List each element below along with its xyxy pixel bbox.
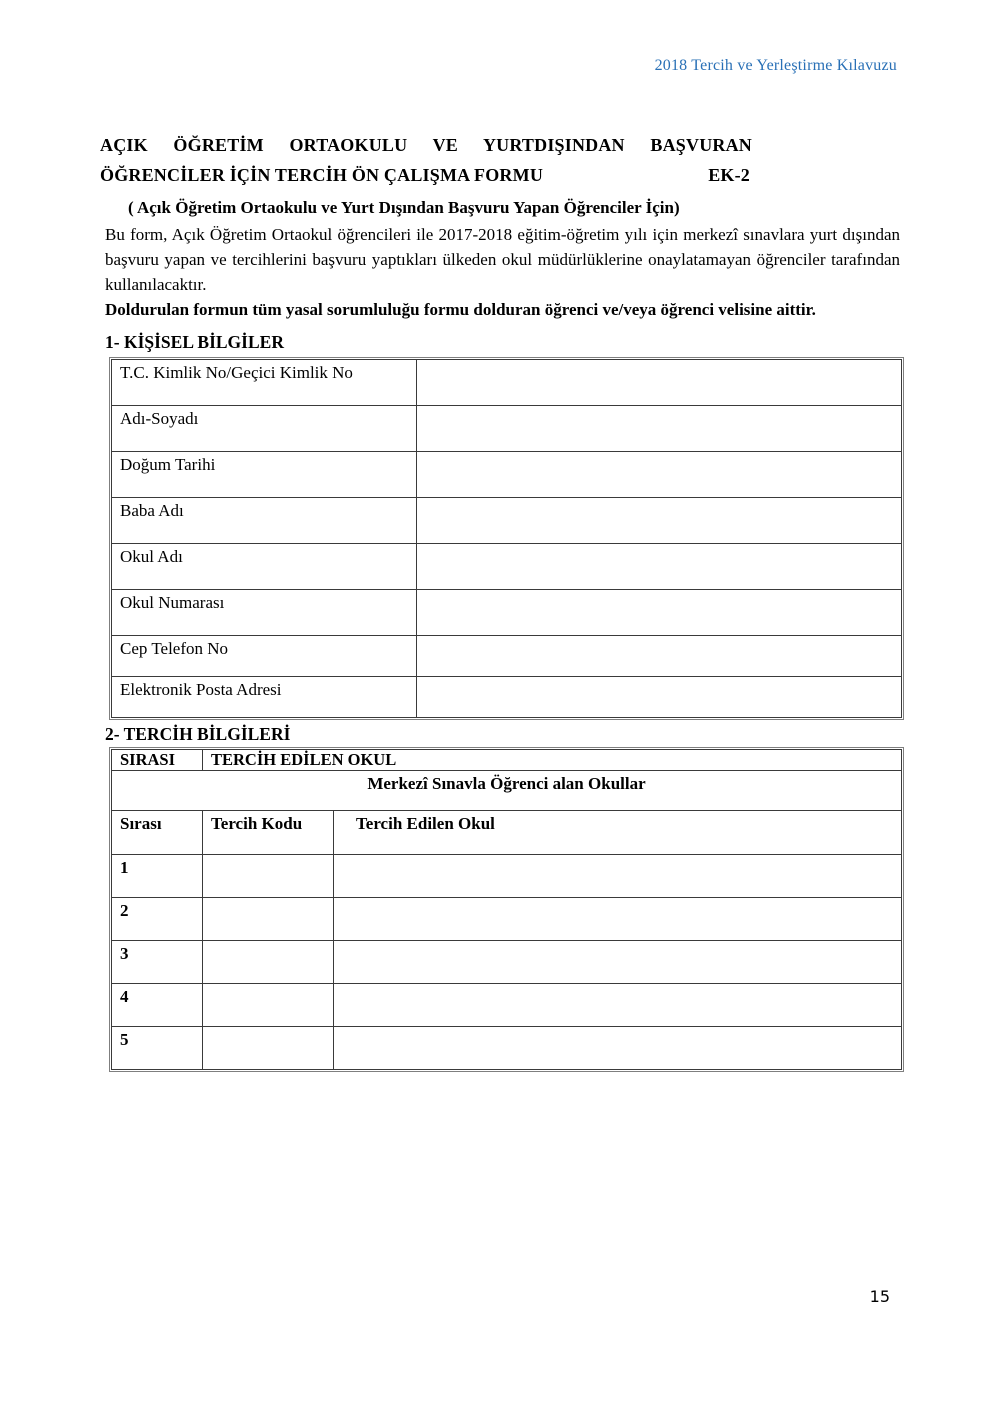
- preference-school-cell[interactable]: [334, 898, 902, 941]
- preference-code-cell[interactable]: [203, 984, 334, 1027]
- table-row: [112, 406, 902, 452]
- field-value-cell[interactable]: [417, 360, 902, 406]
- page-number: 15: [869, 1287, 890, 1306]
- form-content: [100, 130, 907, 1072]
- code-column-header: Tercih Kodu: [203, 811, 334, 855]
- preference-row: [112, 941, 902, 984]
- field-label: Cep Telefon No: [112, 636, 417, 677]
- field-value-cell[interactable]: [417, 636, 902, 677]
- school-column-header: Tercih Edilen Okul: [334, 811, 902, 855]
- preference-order-cell: 2: [112, 898, 203, 941]
- legal-note: Doldurulan formun tüm yasal sorumluluğu formu dolduran öğrenci ve/veya öğrenci velisine aittir.: [105, 300, 816, 319]
- preference-order-cell: 4: [112, 984, 203, 1027]
- preference-row: [112, 984, 902, 1027]
- preference-order-cell: 3: [112, 941, 203, 984]
- section2-heading: 2- TERCİH BİLGİLERİ: [105, 724, 291, 744]
- preference-row: [112, 898, 902, 941]
- form-title-line2-text: ÖĞRENCİLER İÇİN TERCİH ÖN ÇALIŞMA FORMU: [100, 165, 544, 185]
- preference-row: [112, 855, 902, 898]
- preference-row: [112, 1027, 902, 1070]
- section1-heading: 1- KİŞİSEL BİLGİLER: [105, 332, 284, 352]
- field-value-cell[interactable]: [417, 677, 902, 718]
- table-header-row: [112, 750, 902, 771]
- field-value-cell[interactable]: [417, 498, 902, 544]
- table-row: [112, 452, 902, 498]
- intro-paragraph: Bu form, Açık Öğretim Ortaokul öğrencileri ile 2017-2018 eğitim-öğretim yılı için merkezî sınavlara yurt dışından başvuru yapan ve tercihlerini başvuru yaptıkları ülkeden okul müdürlüklerine onaylatamayan öğrenciler tarafından kullanılacaktır.: [105, 225, 900, 294]
- preference-school-cell[interactable]: [334, 941, 902, 984]
- table-row: [112, 360, 902, 406]
- preference-school-cell[interactable]: [334, 1027, 902, 1070]
- personal-info-table-frame: [109, 357, 904, 720]
- field-label: Doğum Tarihi: [112, 452, 417, 498]
- field-label: Elektronik Posta Adresi: [112, 677, 417, 718]
- table-row: [112, 544, 902, 590]
- field-label: T.C. Kimlik No/Geçici Kimlik No: [112, 360, 417, 406]
- preference-code-cell[interactable]: [203, 855, 334, 898]
- table-row: [112, 636, 902, 677]
- preferences-table-frame: [109, 747, 904, 1072]
- field-label: Okul Adı: [112, 544, 417, 590]
- field-label: Okul Numarası: [112, 590, 417, 636]
- field-value-cell[interactable]: [417, 452, 902, 498]
- order-column-header: Sırası: [112, 811, 203, 855]
- form-title-line2: [100, 160, 752, 190]
- guide-title: 2018 Tercih ve Yerleştirme Kılavuzu: [654, 57, 897, 74]
- preference-code-cell[interactable]: [203, 898, 334, 941]
- preference-school-cell[interactable]: [334, 855, 902, 898]
- annex-label: EK-2: [708, 165, 750, 185]
- field-value-cell[interactable]: [417, 544, 902, 590]
- preference-school-cell[interactable]: [334, 984, 902, 1027]
- group-header-cell: Merkezî Sınavla Öğrenci alan Okullar: [112, 771, 902, 811]
- field-value-cell[interactable]: [417, 590, 902, 636]
- preference-code-cell[interactable]: [203, 941, 334, 984]
- table-row: [112, 677, 902, 718]
- personal-info-table: [111, 359, 902, 718]
- table-row: [112, 590, 902, 636]
- column-header-row: [112, 811, 902, 855]
- preference-code-cell[interactable]: [203, 1027, 334, 1070]
- chosen-school-header-cell: TERCİH EDİLEN OKUL: [203, 750, 902, 771]
- preference-order-cell: 5: [112, 1027, 203, 1070]
- form-title-line1: AÇIK ÖĞRETİM ORTAOKULU VE YURTDIŞINDAN BAŞVURAN: [100, 135, 752, 155]
- form-subtitle: ( Açık Öğretim Ortaokulu ve Yurt Dışından Başvuru Yapan Öğrenciler İçin): [128, 198, 680, 217]
- order-header-cell: SIRASI: [112, 750, 203, 771]
- field-label: Baba Adı: [112, 498, 417, 544]
- table-row: [112, 498, 902, 544]
- preference-order-cell: 1: [112, 855, 203, 898]
- preferences-table: [111, 749, 902, 1070]
- group-header-row: [112, 771, 902, 811]
- field-value-cell[interactable]: [417, 406, 902, 452]
- field-label: Adı-Soyadı: [112, 406, 417, 452]
